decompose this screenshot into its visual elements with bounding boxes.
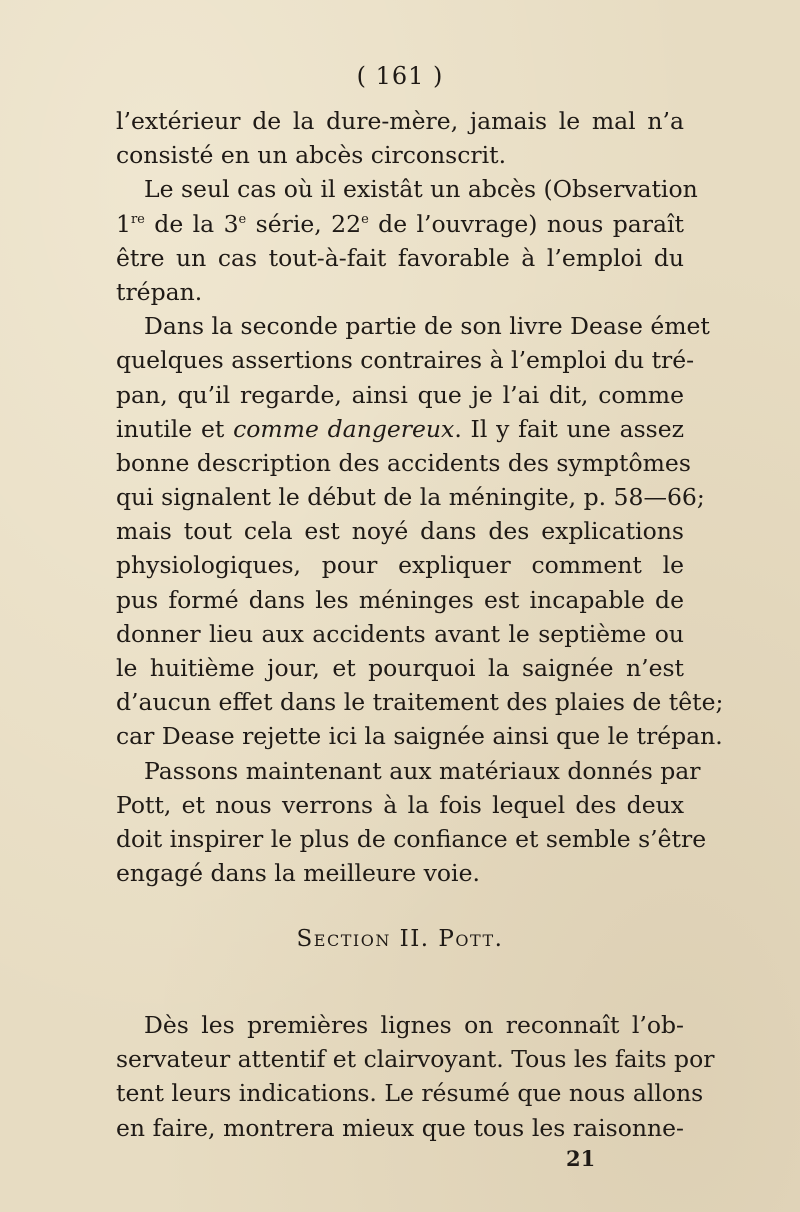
text-line: doit inspirer le plus de confiance et semble s’être — [116, 824, 707, 853]
text-line: bonne description des accidents des symptômes — [116, 448, 691, 477]
text-line: pan, qu’il regarde, ainsi que je l’ai dit, comme — [116, 380, 684, 409]
text-run: de la 3 — [144, 209, 239, 238]
text-line: donner lieu aux accidents avant le septième ou — [116, 619, 684, 648]
text-line: Pott, et nous verrons à la fois lequel des deux — [116, 790, 684, 819]
text-line: d’aucun effet dans le traitement des plaies de tête; — [116, 688, 724, 717]
text-line: l’extérieur de la dure-mère, jamais le mal n’a — [116, 107, 684, 135]
text-line: trépan. — [116, 277, 203, 306]
text-line: quelques assertions contraires à l’emploi du tré- — [116, 346, 695, 375]
text-run: série, 22 — [246, 209, 362, 238]
text-line: Le seul cas où il existât un abcès (Observation — [144, 175, 698, 204]
text-line: Dans la seconde partie de son livre Dease émet — [144, 312, 710, 341]
signature-mark: 21 — [566, 1146, 596, 1171]
superscript: re — [130, 211, 145, 227]
text-line: pus formé dans les méninges est incapable de — [116, 585, 684, 614]
main-text-block — [116, 104, 724, 890]
text-run: de l’ouvrage) nous paraît — [368, 209, 684, 238]
text-line: Dès les premières lignes on reconnaît l’ob- — [144, 1011, 684, 1039]
text-line-with-italic — [116, 412, 684, 446]
text-line: engagé dans la meilleure voie. — [116, 859, 480, 888]
text-line: car Dease rejette ici la saignée ainsi que le trépan. — [116, 722, 723, 751]
text-line: mais tout cela est noyé dans des explications — [116, 517, 684, 546]
text-line: tent leurs indications. Le résumé que nous allons — [116, 1079, 704, 1108]
text-line-with-superscripts — [116, 207, 684, 241]
italic-text: comme dangereux — [233, 414, 455, 443]
text-line: être un cas tout-à-fait favorable à l’emploi du — [116, 243, 684, 272]
text-run: inutile et — [116, 414, 234, 443]
text-line: qui signalent le début de la méningite, p. 58—66; — [116, 483, 705, 512]
text-line: le huitième jour, et pourquoi la saignée n’est — [116, 654, 684, 682]
superscript: e — [361, 211, 369, 227]
text-run: 1 — [116, 209, 131, 238]
superscript: e — [238, 211, 247, 227]
text-line: consisté en un abcès circonscrit. — [116, 141, 507, 170]
text-line: servateur attentif et clairvoyant. Tous les faits por — [116, 1045, 715, 1074]
section-heading: Section II. Pott. — [296, 926, 504, 952]
text-line: en faire, montrera mieux que tous les raisonne- — [116, 1113, 684, 1142]
text-line: physiologiques, pour expliquer comment le — [116, 551, 684, 580]
text-run: . Il y fait une assez — [454, 414, 684, 443]
page-number: ( 161 ) — [356, 62, 444, 90]
section-text-block — [116, 1008, 715, 1145]
text-line: Passons maintenant aux matériaux donnés par — [144, 756, 701, 785]
